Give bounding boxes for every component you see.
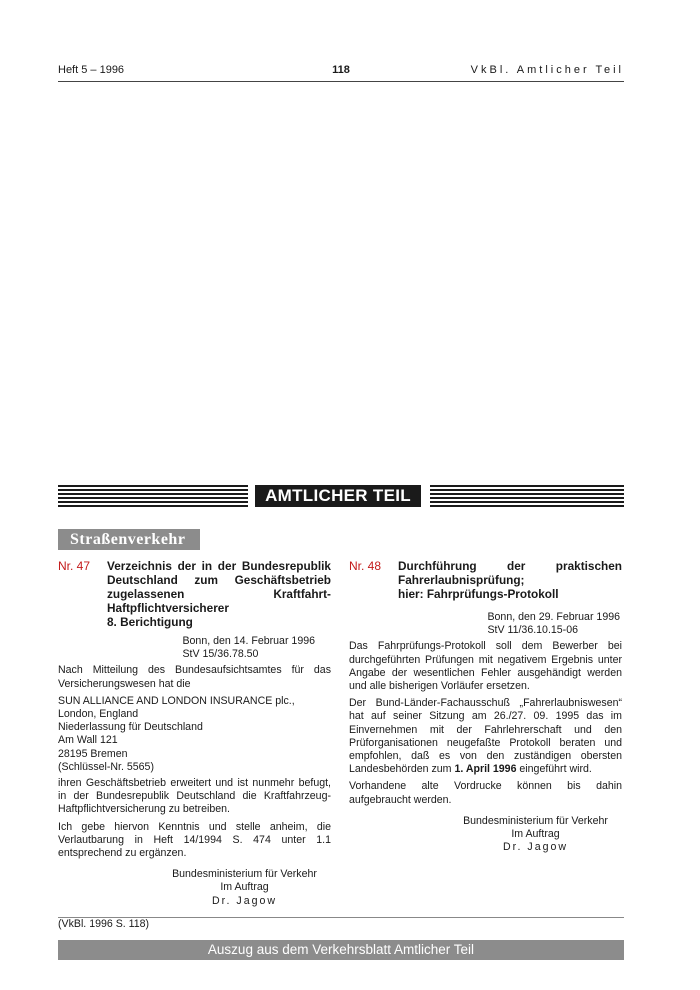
footer-banner: Auszug aus dem Verkehrsblatt Amtlicher Teil bbox=[58, 940, 624, 960]
place-date: Bonn, den 14. Februar 1996 bbox=[182, 635, 315, 647]
signature-name: Dr. Jagow bbox=[502, 841, 569, 854]
body-text: Der Bund-Länder-Fachausschuß „Fahrerlaubniswesen“ hat auf seiner Sitzung am 26./27. 09. 1995 das im Einvernehmen mit der Fahrlehrerschaft und den Prüforganisationen neugefaßte Protokoll beraten und empfohlen, daß es von den zuständigen obersten Landesbehörden zum bbox=[349, 697, 622, 776]
signature-ministry: Bundesministerium für Verkehr bbox=[172, 868, 317, 881]
banner-lines-right bbox=[430, 485, 624, 507]
signature-order: Im Auftrag bbox=[511, 828, 560, 841]
section-banner-title: AMTLICHER TEIL bbox=[255, 485, 421, 507]
entry-title bbox=[398, 559, 622, 601]
address-line: London, England bbox=[58, 708, 139, 721]
banner-lines-left bbox=[58, 485, 248, 507]
signature-block bbox=[449, 815, 622, 855]
body-paragraph: ihren Geschäftsbetrieb erweitert und ist nunmehr befugt, in der Bundesrepublik Deutschland die Kraftfahrzeug-Haftpflichtversicherung zu betreiben. bbox=[58, 777, 331, 816]
place-date-block bbox=[349, 611, 622, 637]
place-date-block bbox=[58, 635, 331, 661]
citation-reference: (VkBl. 1996 S. 118) bbox=[58, 917, 150, 930]
address-line: 28195 Bremen bbox=[58, 747, 128, 760]
journal-title: VkBl. Amtlicher Teil bbox=[470, 64, 624, 76]
insurer-address bbox=[58, 695, 331, 774]
effective-date: 1. April 1996 bbox=[454, 763, 517, 776]
entry-heading bbox=[58, 559, 331, 629]
body-paragraph: Das Fahrprüfungs-Protokoll soll dem Bewerber bei durchgeführten Prüfungen mit negativem Ergebnis unter Angabe der wesentlichen Fehler ausgehändigt werden und alle bisherigen Vorläufer ersetzen. bbox=[349, 640, 622, 693]
header-rule bbox=[58, 81, 624, 82]
entry-nr-48 bbox=[349, 559, 622, 854]
issue-label: Heft 5 – 1996 bbox=[58, 64, 125, 76]
page-header bbox=[58, 64, 624, 80]
address-line: SUN ALLIANCE AND LONDON INSURANCE plc., bbox=[58, 694, 295, 707]
signature-block bbox=[158, 868, 331, 908]
entry-title-text: Verzeichnis der in der Bundesrepublik Deutschland zum Geschäftsbetrieb zugelassenen Kraftfahrt-Haftpflichtversicherer bbox=[107, 559, 331, 615]
entry-number: Nr. 48 bbox=[349, 559, 382, 573]
place-date: Bonn, den 29. Februar 1996 bbox=[487, 611, 620, 623]
signature-name: Dr. Jagow bbox=[211, 894, 278, 907]
address-line: (Schlüssel-Nr. 5565) bbox=[58, 760, 154, 773]
signature-ministry: Bundesministerium für Verkehr bbox=[463, 814, 608, 827]
entry-nr-47 bbox=[58, 559, 331, 931]
body-paragraph: Ich gebe hiervon Kenntnis und stelle anheim, die Verlautbarung in Heft 14/1994 S. 474 unter 1.1 entsprechend zu ergänzen. bbox=[58, 820, 331, 860]
entry-number: Nr. 47 bbox=[58, 559, 91, 573]
file-reference: StV 15/36.78.50 bbox=[182, 648, 259, 661]
entry-subtitle: 8. Berichtigung bbox=[107, 615, 193, 629]
page-number: 118 bbox=[332, 64, 350, 76]
address-line: Niederlassung für Deutschland bbox=[58, 721, 203, 734]
intro-paragraph: Nach Mitteilung des Bundesaufsichtsamtes für das Versicherungswesen hat die bbox=[58, 664, 331, 690]
footer-rule bbox=[58, 917, 624, 918]
body-paragraph: Vorhandene alte Vordrucke können bis dahin aufgebraucht werden. bbox=[349, 780, 622, 806]
body-paragraph bbox=[349, 697, 622, 776]
entry-title-text: Durchführung der praktischen Fahrerlaubnisprüfung; bbox=[398, 559, 622, 587]
body-text: eingeführt wird. bbox=[516, 763, 592, 776]
entry-heading bbox=[349, 559, 622, 601]
file-reference: StV 11/36.10.15-06 bbox=[487, 624, 578, 637]
entry-subtitle: hier: Fahrprüfungs-Protokoll bbox=[398, 587, 559, 601]
entry-title bbox=[107, 559, 331, 629]
subsection-heading: Straßenverkehr bbox=[58, 529, 200, 550]
section-banner bbox=[58, 485, 624, 507]
signature-order: Im Auftrag bbox=[220, 881, 269, 894]
address-line: Am Wall 121 bbox=[58, 734, 118, 747]
